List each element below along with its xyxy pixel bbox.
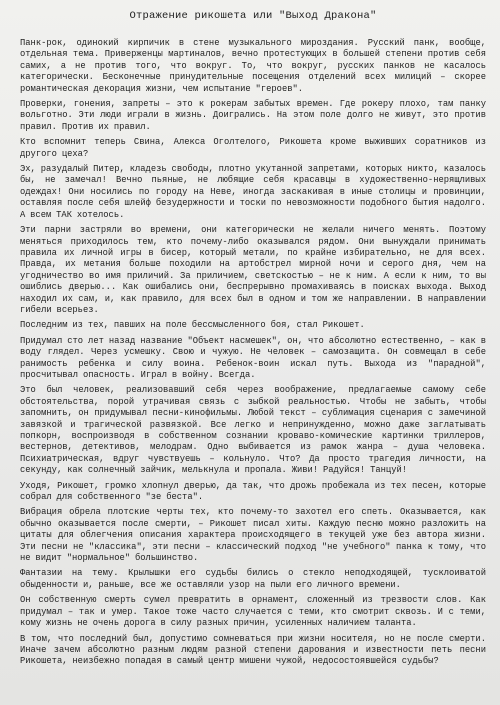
paragraph: Последним из тех, павших на поле бессмысленного боя, стал Рикошет. [20,320,365,331]
paragraph: В том, что последний был, допустимо сомневаться при жизни носителя, но не после смерти. Иначе зачем абсолютно разным людям разной степени дарования и известности петь песни Рикошета, неизбежно попадая в самый центр мишени чужой, недосостоявшейся судьбы? [20,633,486,667]
paragraph: Эх, разудалый Питер, кладезь свободы, плотно укутанной запретами, которых никто, казалось бы, не замечал! Вечно пьяные, не любящие себя красавцы в художественно-нерящливых одеждах! Они носились по городу на Неве, иногда заскакивая в иные столицы и провинции, оставляя после себя шлейф безудержности и тоски по невозможности подобного бытия надолго. А всем ТАК хотелось. [20,164,486,220]
paragraph: Кто вспомнит теперь Свина, Алекса Оголтелого, Рикошета кроме выживших соратников из другого цеха? [20,137,486,159]
paragraph: Уходя, Рикошет, громко хлопнул дверью, да так, что дрожь пробежала из тех песен, которые собрал для собственного "зе беста". [20,480,486,503]
paragraph: Вибрация обрела плотские черты тех, кто почему-то захотел его спеть. Оказывается, как обычно оказывается после смерти, – Рикошет писал хиты. Каждую песню можно разложить на цитаты для облегчения описания характера происходящего в текущей уже без автора жизни. Эти песни не "классика", эти песни – классический подход "не учебного" панка к тому, что не видит "нормальное" большинство. [20,507,486,564]
document-body [20,38,486,668]
paragraph: Он собственную смерть сумел превратить в орнамент, сложенный из трезвости слов. Как придумал – так и умер. Такое тоже часто случается с теми, кто смотрит сквозь. И с теми, кому жизнь не очень дорога в силу разных причин, усиленных наличием таланта. [20,595,486,629]
paragraph: Придумал сто лет назад название "Объект насмешек", он, что абсолютно естественно, – как в воду глядел. Через усмешку. Свою и чужую. Не человек – самозащита. Он совмещал в себе ранимость ребенка и силу воина. Ребенок-воин искал путь. Выхода из "парадной", просчитывал опасность. Играл в войну. Всегда. [20,335,486,380]
paragraph: Проверки, гонения, запреты – это к рокерам забытых времен. Где рокеру плохо, там панку вольготно. Эти люди играли в жизнь. Доигрались. На этом поле долго не живут, это против правил. Против их правил. [20,99,486,132]
paragraph: Панк-рок, одинокий кирпичик в стене музыкального мироздания. Русский панк, вообще, отдельная тема. Приверженцы мартиналов, вечно протестующих в большей степени против себя самих, а не против того, что вокруг. То, что вокруг, русских панков не касалось категорически. Бесконечные принудительные посещения отделений всех милиций – скорее романтическая декорация жизни, чем испытание "героев". [20,38,486,94]
document-title: Отражение рикошета или "Выход Дракона" [129,10,377,22]
paragraph: Это был человек, реализовавший себя через воображение, предлагаемые самому себе обстоятельства, порой утрачивая связь с зыбкой реальностью. Чтобы не забыть, чтобы запомнить, он придумывал песни-кинофильмы. Любой текст – сублимация сценария с замечиной завязкой и трагической развязкой. Все легко и непринужденно, можно даже заглатывать попкорн, воспроизводя в собственном сознании кроваво-комические картинки триллеров, вестернов, детективов, мелодрам. Одно выбивается из рамок жанра – душа человека. Психиатрическая, вдруг чувствуешь – кольнуло. Что? Да просто трагедия личности, на секунду, как солнечный зайчик, мелькнула и пропала. Живи! Радуйся! Танцуй! [20,385,486,476]
paragraph: Эти парни застряли во времени, они категорически не желали ничего менять. Поэтому меняться приходилось тем, кто почему-либо оказывался рядом. Они вынуждали принимать правила их личной игры в бисер, который метали, по крайне избирательно, не для всех. Правда, их метания больше походили на артобстрел мирной ночи и серого дня, чем на угодничество во имя приличий. За приличием, светскостью – не к ним. А если к ним, то вы ошиблись дверью... Как ошибались они, беспрерывно промахиваясь в поисках выхода. Выход находил их сам, и, как правило, для всех был в одном и том же направлении. В направлении гибели всерьез. [20,225,486,315]
paragraph: Фантазии на тему. Крылышки его судьбы бились о стекло неподходящей, тусклоиватой обыденности и, раньше, все же оставляли узор на пыли его личного времени. [20,568,486,590]
